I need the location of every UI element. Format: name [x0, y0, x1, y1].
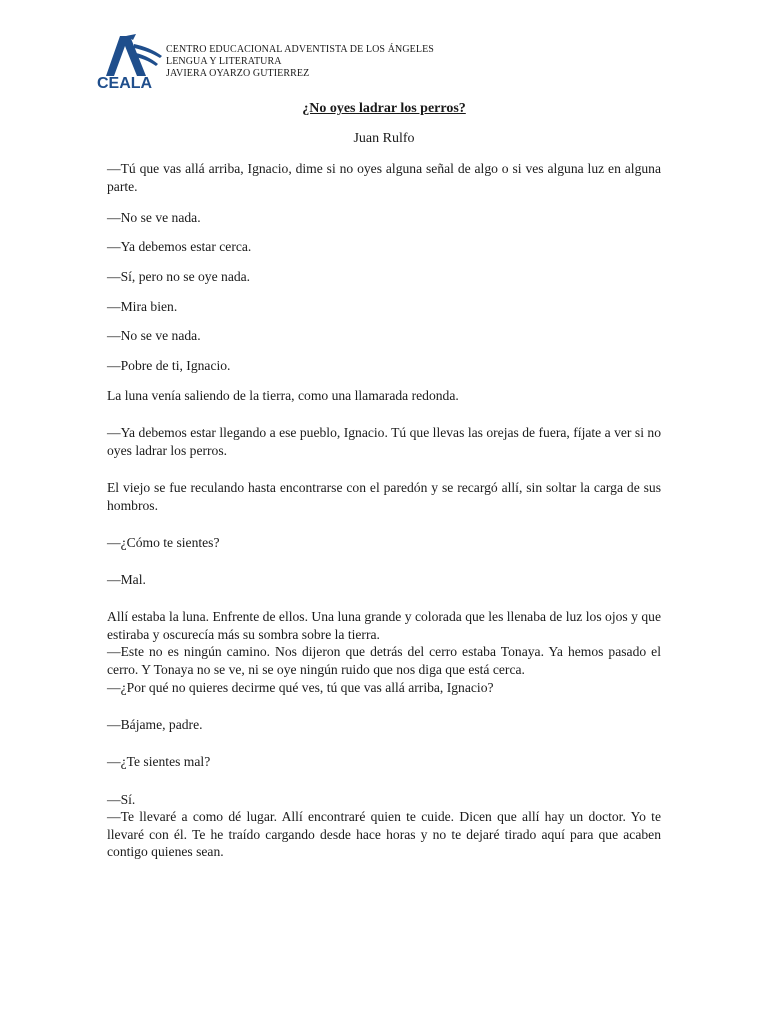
logo-text: CEALA [97, 75, 153, 90]
ceala-logo [96, 32, 166, 90]
paragraph: —¿Cómo te sientes? [107, 535, 220, 550]
paragraph: La luna venía saliendo de la tierra, como una llamarada redonda. [107, 388, 459, 403]
paragraph: —¿Te sientes mal? [107, 754, 211, 769]
paragraph: —Sí. [107, 792, 136, 807]
paragraph: —Ya debemos estar cerca. [107, 239, 252, 254]
paragraph: —Mal. [107, 572, 146, 587]
story-author: Juan Rulfo [353, 131, 415, 146]
paragraph: —No se ve nada. [107, 328, 201, 343]
school-name: CENTRO EDUCACIONAL ADVENTISTA DE LOS ÁNGELES [166, 44, 434, 55]
paragraph: —Mira bien. [107, 299, 178, 314]
paragraph: —Pobre de ti, Ignacio. [107, 358, 231, 373]
paragraph: —No se ve nada. [107, 210, 201, 225]
paragraph: —Sí, pero no se oye nada. [107, 269, 251, 284]
paragraph: El viejo se fue reculando hasta encontrarse con el paredón y se recargó allí, sin soltar la carga de sus hombros. [107, 480, 661, 513]
teacher-name: JAVIERA OYARZO GUTIERREZ [166, 68, 310, 79]
paragraph: —Tú que vas allá arriba, Ignacio, dime si no oyes alguna señal de algo o si ves alguna luz en alguna parte. [107, 161, 661, 194]
paragraph: —Te llevaré a como dé lugar. Allí encontraré quien te cuide. Dicen que allí hay un doctor. Yo te llevaré con él. Te he traído cargando desde hace horas y no te dejaré tirado aquí para que acaben contigo quienes sean. [107, 809, 661, 859]
header-info [166, 44, 434, 80]
paragraph: —Bájame, padre. [107, 717, 203, 732]
paragraph: —Ya debemos estar llegando a ese pueblo, Ignacio. Tú que llevas las orejas de fuera, fíjate a ver si no oyes ladrar los perros. [107, 425, 661, 458]
paragraph: —Este no es ningún camino. Nos dijeron que detrás del cerro estaba Tonaya. Ya hemos pasado el cerro. Y Tonaya no se ve, ni se oye ningún ruido que nos diga que está cerca. [107, 644, 661, 677]
story-title: ¿No oyes ladrar los perros? [302, 101, 466, 116]
paragraph: —¿Por qué no quieres decirme qué ves, tú que vas allá arriba, Ignacio? [107, 680, 494, 695]
subject-name: LENGUA Y LITERATURA [166, 56, 282, 67]
paragraph: Allí estaba la luna. Enfrente de ellos. Una luna grande y colorada que les llenaba de luz los ojos y que estiraba y oscurecía más su sombra sobre la tierra. [107, 609, 661, 642]
